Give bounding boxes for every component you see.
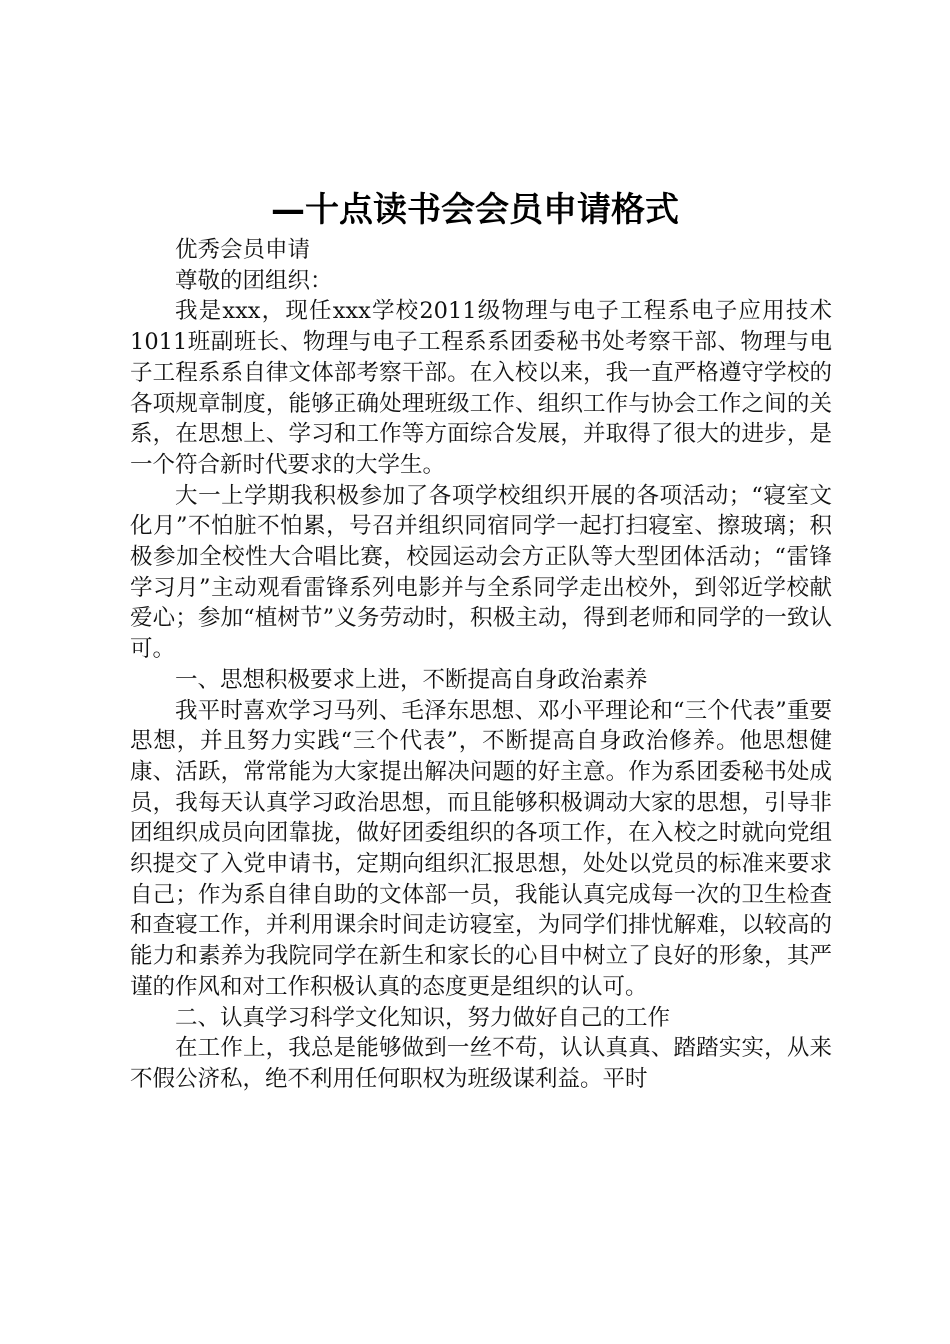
document-body [130, 235, 832, 1095]
body-paragraph: 我平时喜欢学习马列、毛泽东思想、邓小平理论和“三个代表”重要思想，并且努力实践“三个代表”，不断提高自身政治修养。他思想健康、活跃，常常能为大家提出解决问题的好主意。作为系团委秘书处成员，我每天认真学习政治思想，而且能够积极调动大家的思想，引导非团组织成员向团靠拢，做好团委组织的各项工作，在入校之时就向党组织提交了入党申请书，定期向组织汇报思想，处处以党员的标准来要求自己；作为系自律自助的文体部一员，我能认真完成每一次的卫生检查和查寝工作，并利用课余时间走访寝室，为同学们排忧解难，以较高的能力和素养为我院同学在新生和家长的心目中树立了良好的形象，其严谨的作风和对工作积极认真的态度更是组织的认可。 [130, 697, 832, 1000]
section-heading: 一、思想积极要求上进，不断提高自身政治素养 [175, 666, 648, 693]
salutation: 尊敬的团组织： [175, 267, 333, 294]
greeting-heading: 优秀会员申请 [175, 237, 311, 263]
section-heading: 二、认真学习科学文化知识，努力做好自己的工作 [175, 1004, 671, 1031]
body-paragraph: 我是xxx，现任xxx学校2011级物理与电子工程系电子应用技术1011班副班长、物理与电子工程系系团委秘书处考察干部、物理与电子工程系系自律文体部考察干部。在入校以来，我一直严格遵守学校的各项规章制度，能够正确处理班级工作、组织工作与协会工作之间的关系，在思想上、学习和工作等方面综合发展，并取得了很大的进步，是一个符合新时代要求的大学生。 [130, 298, 832, 478]
body-paragraph: 在工作上，我总是能够做到一丝不苟，认认真真、踏踏实实，从来不假公济私，绝不利用任何职权为班级谋利益。平时 [130, 1035, 832, 1092]
body-paragraph: 大一上学期我积极参加了各项学校组织开展的各项活动；“寝室文化月”不怕脏不怕累，号召并组织同宿同学一起打扫寝室、擦玻璃；积极参加全校性大合唱比赛，校园运动会方正队等大型团体活动；“雷锋学习月”主动观看雷锋系列电影并与全系同学走出校外，到邻近学校献爱心；参加“植树节”义务劳动时，积极主动，得到老师和同学的一致认可。 [130, 482, 832, 663]
document-title: —十点读书会会员申请格式 [271, 190, 679, 230]
